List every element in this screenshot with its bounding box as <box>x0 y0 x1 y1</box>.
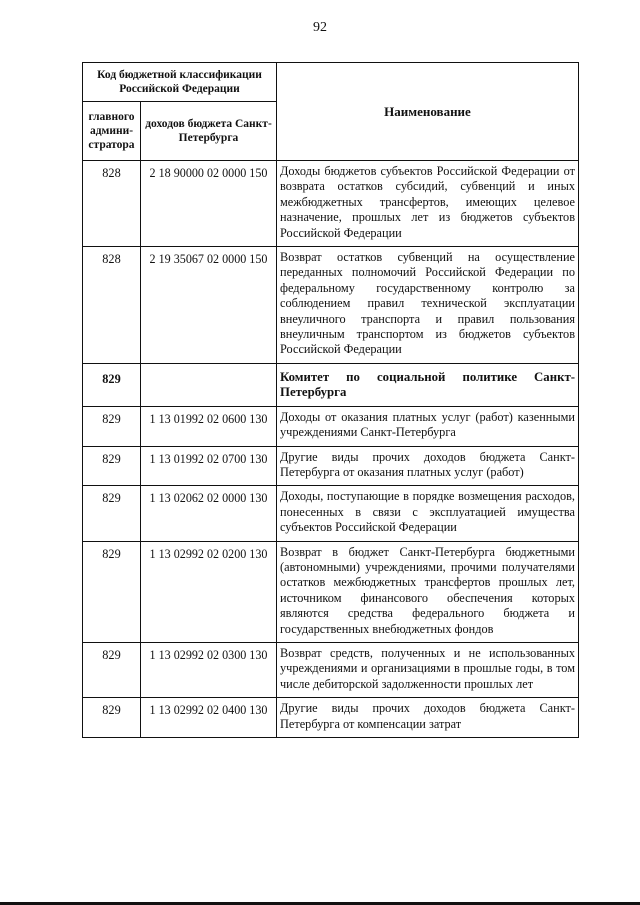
admin-code-cell: 829 <box>83 406 141 446</box>
admin-code-cell: 829 <box>83 363 141 406</box>
name-cell: Другие виды прочих доходов бюджета Санкт-Петербурга от компенсации затрат <box>277 698 579 738</box>
revenue-code-cell <box>141 363 277 406</box>
admin-code-cell: 829 <box>83 541 141 642</box>
page-number: 92 <box>313 20 327 35</box>
admin-code-cell: 829 <box>83 446 141 486</box>
name-cell: Доходы, поступающие в порядке возмещения расходов, понесенных в связи с эксплуатацией имущества субъектов Российской Федерации <box>277 486 579 541</box>
admin-code-cell: 828 <box>83 247 141 364</box>
revenue-code-cell: 2 18 90000 02 0000 150 <box>141 161 277 247</box>
table-row <box>83 247 579 364</box>
revenue-code-cell: 2 19 35067 02 0000 150 <box>141 247 277 364</box>
revenue-code-cell: 1 13 02992 02 0300 130 <box>141 642 277 697</box>
header-group-title: Код бюджетной классификации Российской Федерации <box>83 63 277 102</box>
name-cell: Комитет по социальной политике Санкт-Петербурга <box>277 363 579 406</box>
admin-code-cell: 829 <box>83 698 141 738</box>
table-row <box>83 161 579 247</box>
table-row <box>83 406 579 446</box>
name-cell: Доходы от оказания платных услуг (работ) казенными учреждениями Санкт-Петербурга <box>277 406 579 446</box>
admin-code-cell: 829 <box>83 486 141 541</box>
table-row-section <box>83 363 579 406</box>
admin-code-cell: 828 <box>83 161 141 247</box>
table-row <box>83 541 579 642</box>
table-row <box>83 486 579 541</box>
budget-classification-table <box>82 62 579 738</box>
name-cell: Возврат средств, полученных и не использованных учреждениями и организациями в прошлые годы, в том числе дебиторской задолженности прошлых лет <box>277 642 579 697</box>
header-name: Наименование <box>277 63 579 161</box>
table-row <box>83 642 579 697</box>
name-cell: Возврат в бюджет Санкт-Петербурга бюджетными (автономными) учреждениями, прочими получателями остатков межбюджетных трансфертов прошлых лет, источником финансового обеспечения которых являются средства федерального бюджета и государственных внебюджетных фондов <box>277 541 579 642</box>
name-cell: Другие виды прочих доходов бюджета Санкт-Петербурга от оказания платных услуг (работ) <box>277 446 579 486</box>
revenue-code-cell: 1 13 02992 02 0200 130 <box>141 541 277 642</box>
admin-code-cell: 829 <box>83 642 141 697</box>
header-row-top <box>83 63 579 102</box>
revenue-code-cell: 1 13 02062 02 0000 130 <box>141 486 277 541</box>
name-cell: Доходы бюджетов субъектов Российской Федерации от возврата остатков субсидий, субвенций и иных межбюджетных трансфертов, имеющих целевое назначение, прошлых лет из бюджетов субъектов Российской Федерации <box>277 161 579 247</box>
header-code: доходов бюджета Санкт-Петербурга <box>141 102 277 161</box>
name-cell: Возврат остатков субвенций на осуществление переданных полномочий Российской Федерации по федеральному государственному контролю за соблюдением правил технической эксплуатации внеуличного транспорта и правил пользования внеуличным транспортом из бюджетов субъектов Российской Федерации <box>277 247 579 364</box>
table-row <box>83 698 579 738</box>
table-row <box>83 446 579 486</box>
revenue-code-cell: 1 13 01992 02 0700 130 <box>141 446 277 486</box>
revenue-code-cell: 1 13 01992 02 0600 130 <box>141 406 277 446</box>
revenue-code-cell: 1 13 02992 02 0400 130 <box>141 698 277 738</box>
header-admin: главного админи-стратора <box>83 102 141 161</box>
